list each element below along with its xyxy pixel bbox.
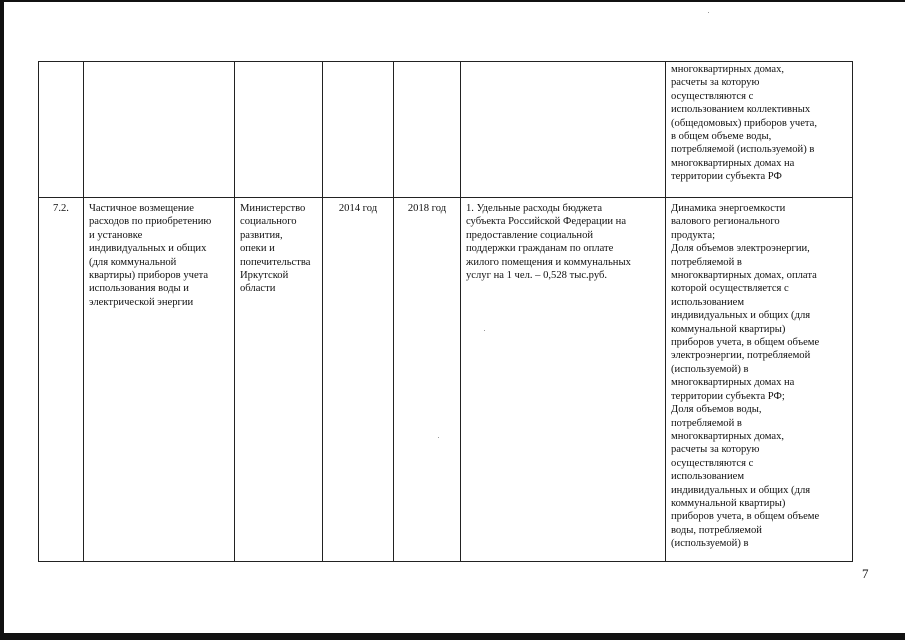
cell-executor: Министерство социального развития, опеки и попечительства Иркутской области [235, 198, 323, 562]
scan-speck [708, 12, 709, 13]
cell-result: 1. Удельные расходы бюджета субъекта Российской Федерации на предоставление социальной поддержки гражданам по оплате жилого помещения и коммунальных услуг на 1 чел. – 0,528 тыс.руб. [461, 198, 666, 562]
cell-measure: Частичное возмещение расходов по приобретению и установке индивидуальных и общих (для коммунальной квартиры) приборов учета использования воды и электрической энергии [84, 198, 235, 562]
measures-table [38, 61, 853, 562]
cell-result [461, 62, 666, 198]
cell-executor [235, 62, 323, 198]
cell-start-year: 2014 год [323, 198, 394, 562]
scan-border-top [0, 0, 905, 2]
cell-number: 7.2. [39, 198, 84, 562]
page-number: 7 [862, 566, 869, 581]
cell-number [39, 62, 84, 198]
cell-indicators: Динамика энергоемкости валового регионального продукта; Доля объемов электроэнергии, потребляемой в многоквартирных домах, оплата которой осуществляется с использованием индивидуальных и общих (для коммунальной квартиры) приборов учета, в общем объеме электроэнергии, потребляемой (используемой) в многоквартирных домах на территории субъекта РФ; Доля объемов воды, потребляемой в многоквартирных домах, расчеты за которую осуществляются с использованием индивидуальных и общих (для коммунальной квартиры) приборов учета, в общем объеме воды, потребляемой (используемой) в [666, 198, 853, 562]
cell-measure [84, 62, 235, 198]
scan-speck [438, 437, 439, 438]
cell-indicators: многоквартирных домах, расчеты за которую осуществляются с использованием коллективных (общедомовых) приборов учета, в общем объеме воды, потребляемой (используемой) в многоквартирных домах на территории субъекта РФ [666, 62, 853, 198]
scan-border-bottom [0, 633, 905, 640]
scan-speck [484, 330, 485, 331]
scan-border-left [0, 0, 4, 640]
table-row [39, 198, 853, 562]
cell-end-year [394, 62, 461, 198]
cell-end-year: 2018 год [394, 198, 461, 562]
cell-start-year [323, 62, 394, 198]
table-row [39, 62, 853, 198]
